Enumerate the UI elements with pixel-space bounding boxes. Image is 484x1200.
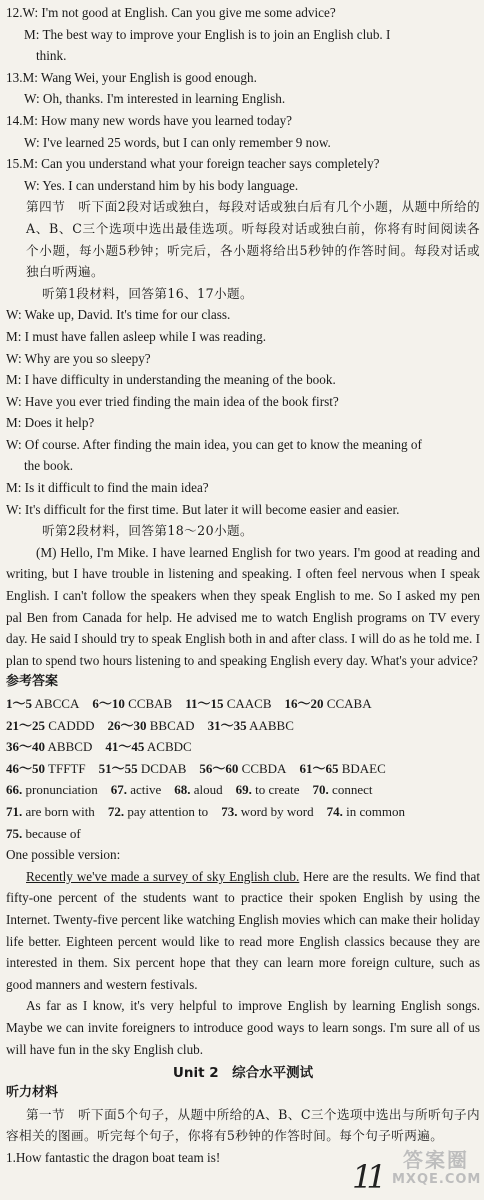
material-2-heading: 听第2段材料，回答第18～20小题。 xyxy=(42,523,253,539)
answer-value: in common xyxy=(342,803,405,819)
answer-value: to create xyxy=(251,782,300,798)
answer-value: connect xyxy=(328,782,373,798)
dialogue-12-reply-cont: think. xyxy=(36,48,67,64)
answer-value: CCBAB xyxy=(124,696,173,711)
answer-number: 69. xyxy=(235,782,252,798)
answer-value: DCDAB xyxy=(137,760,187,776)
answer-value: because of xyxy=(22,825,81,841)
answer-value: are born with xyxy=(22,803,95,819)
dialogue-line-cont: the book. xyxy=(24,458,74,474)
answer-value: BDAEC xyxy=(338,760,386,776)
watermark-logo xyxy=(392,1148,480,1198)
document-page xyxy=(6,2,480,1168)
answer-row xyxy=(6,823,480,845)
dialogue-15-reply: W: Yes. I can understand him by his body language. xyxy=(24,177,299,193)
answer-value: aloud xyxy=(190,782,223,798)
answer-value: ACBDC xyxy=(144,739,192,755)
dialogue-15-line: 15.M: Can you understand what your foreign teacher says completely? xyxy=(6,156,380,172)
answer-number: 46～50 xyxy=(6,760,46,776)
answer-number: 31～35 xyxy=(207,717,247,733)
answer-number: 51～55 xyxy=(98,760,138,776)
dialogue-14-line: 14.M: How many new words have you learned today? xyxy=(6,112,293,128)
answer-row xyxy=(6,736,480,758)
dialogue-14-reply: W: I've learned 25 words, but I can only remember 9 now. xyxy=(24,134,331,150)
page-number: 11 xyxy=(352,1158,381,1196)
watermark-url: MXQE.COM xyxy=(392,1172,482,1187)
answer-number: 68. xyxy=(174,782,191,798)
dialogue-13-line: 13.M: Wang Wei, your English is good enough. xyxy=(6,69,257,85)
answer-number: 67. xyxy=(110,782,127,798)
dialogue-line: W: Have you ever tried finding the main idea of the book first? xyxy=(6,393,339,409)
dialogue-line: M: Does it help? xyxy=(6,415,95,431)
listening-material-title: 听力材料 xyxy=(6,1085,59,1101)
answer-number: 16～20 xyxy=(284,696,324,711)
answer-number: 70. xyxy=(312,782,329,798)
dialogue-line: M: I must have fallen asleep while I was reading. xyxy=(6,328,267,344)
answer-number: 66. xyxy=(6,782,23,798)
answer-value: AABBC xyxy=(246,717,294,733)
answer-row xyxy=(6,779,480,801)
answer-value: CAACB xyxy=(223,696,272,711)
answer-number: 56～60 xyxy=(199,760,239,776)
unit-title: Unit 2 综合水平测试 xyxy=(172,1065,314,1082)
dialogue-line: M: I have difficulty in understanding the meaning of the book. xyxy=(6,372,336,388)
answer-number: 74. xyxy=(326,803,343,819)
dialogue-line: W: Why are you so sleepy? xyxy=(6,350,151,366)
dialogue-line: W: Wake up, David. It's time for our class. xyxy=(6,307,231,323)
answer-row xyxy=(6,693,480,715)
monologue-paragraph: (M) Hello, I'm Mike. I have learned English for two years. I'm good at reading and writing, but I have trouble in listening and speaking. I often feel nervous when I speak English. I can't follow the speakers when they speak English to me. So I asked my pen pal Ben from Canada for help. He advised me to watch English programs on TV every day. He said I should try to speak English both in and after class. I will do as he told me. I plan to spend two hours listening to and speaking English every day. What's your advice? xyxy=(6,544,480,668)
answer-number: 26～30 xyxy=(107,717,147,733)
answer-key-title: 参考答案 xyxy=(6,674,59,690)
answer-value: pay attention to xyxy=(124,803,209,819)
answer-number: 41～45 xyxy=(105,739,145,755)
dialogue-line: W: Of course. After finding the main idea, you can get to know the meaning of xyxy=(6,436,422,452)
material-1-heading: 听第1段材料，回答第16、17小题。 xyxy=(42,285,253,301)
answer-value: TFFTF xyxy=(45,760,86,776)
answer-value: BBCAD xyxy=(146,717,195,733)
answer-value: CCBDA xyxy=(238,760,287,776)
question-1: 1.How fantastic the dragon boat team is! xyxy=(6,1149,221,1165)
answer-value: pronunciation xyxy=(22,782,98,798)
answer-number: 75. xyxy=(6,825,23,841)
essay-paragraph-2: As far as I know, it's very helpful to improve English by learning English songs. Maybe we can invite foreigners to introduce good ways to learn songs. I'm sure all of us will have fun in the sky English club. xyxy=(6,998,480,1057)
section-1-instructions: 第一节 听下面5个句子，从题中所给的A、B、C三个选项中选出与所听句子内容相关的图画。听完每个句子，你将有5秒钟的作答时间。每个句子听两遍。 xyxy=(6,1106,480,1144)
answer-value: ABBCD xyxy=(45,739,93,755)
dialogue-12-reply: M: The best way to improve your English is to join an English club. I xyxy=(24,26,391,42)
answer-row xyxy=(6,715,480,737)
answer-value: word by word xyxy=(237,803,314,819)
answer-value: CCABA xyxy=(323,696,372,711)
essay-paragraph-1 xyxy=(6,866,480,996)
dialogue-12-line: 12.W: I'm not good at English. Can you give me some advice? xyxy=(6,5,336,20)
dialogue-13-reply: W: Oh, thanks. I'm interested in learning English. xyxy=(24,91,286,107)
answer-row xyxy=(6,801,480,823)
answer-value: CADDD xyxy=(45,717,95,733)
answer-number: 71. xyxy=(6,803,23,819)
answer-number: 61～65 xyxy=(299,760,339,776)
answer-number: 21～25 xyxy=(6,717,46,733)
section-4-instructions: 第四节 听下面2段对话或独白，每段对话或独白后有几个小题，从题中所给的A、B、C三个选项中选出最佳选项。听每段对话或独白前，你将有时间阅读各个小题，每小题5秒钟；听完后，各小题将给出5秒钟的作答时间。每段对话或独白听两遍。 xyxy=(26,199,480,280)
essay-paragraph-1-rest: Here are the results. We find that fifty-one percent of the students want to practice their spoken English by using the Internet. Twenty-five percent like watching English movies which can make their holiday life better. Eighteen percent would like to read more English classics because they are interested in them. Six percent hope that they can learn more foreign culture, such as good manners and western festivals. xyxy=(6,868,480,992)
watermark-text: 答案圈 xyxy=(403,1148,469,1172)
possible-version-label: One possible version: xyxy=(6,847,121,863)
answer-row xyxy=(6,758,480,780)
answer-number: 73. xyxy=(221,803,238,819)
answer-number: 6～10 xyxy=(92,696,125,711)
answer-number: 36～40 xyxy=(6,739,46,755)
answer-number: 1～5 xyxy=(6,696,33,711)
dialogue-line: M: Is it difficult to find the main idea? xyxy=(6,480,209,496)
essay-underlined-sentence: Recently we've made a survey of sky English club. xyxy=(26,868,300,884)
dialogue-line: W: It's difficult for the first time. But later it will become easier and easier. xyxy=(6,501,400,517)
answer-number: 11～15 xyxy=(185,696,224,711)
answer-value: active xyxy=(126,782,162,798)
answer-number: 72. xyxy=(107,803,125,819)
answer-value: ABCCA xyxy=(32,696,80,711)
